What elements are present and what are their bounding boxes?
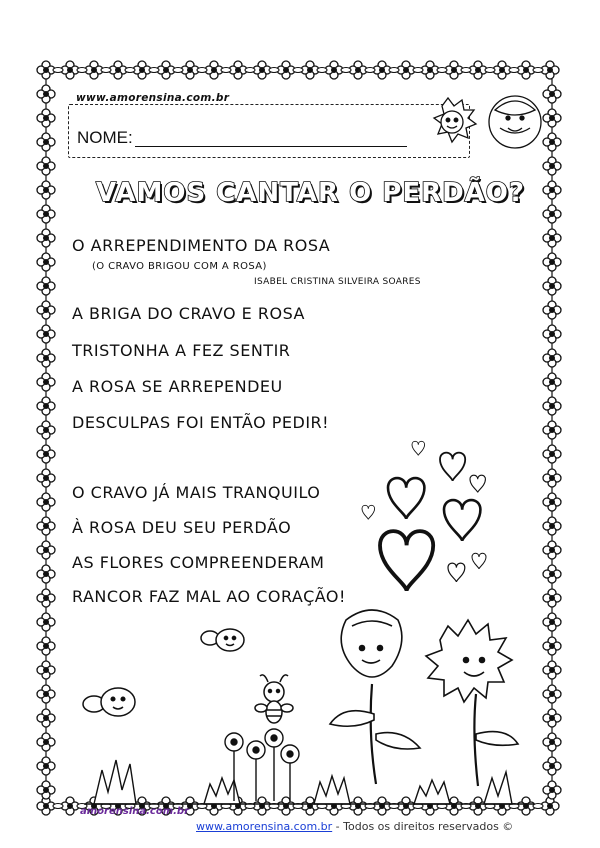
site-url-top: www.amorensina.com.br <box>76 92 230 104</box>
carnation-rose-icon <box>420 88 550 160</box>
footer-separator: - <box>332 820 344 833</box>
poem-subtitle: (O CRAVO BRIGOU COM A ROSA) <box>92 261 267 272</box>
poem-title: O ARREPENDIMENTO DA ROSA <box>72 236 331 255</box>
logo-bottom: amorensina.com.br <box>80 806 190 817</box>
grass-icon <box>84 720 534 806</box>
footer-rights: Todos os direitos reservados © <box>343 820 514 833</box>
name-input-line[interactable] <box>135 146 407 147</box>
bee-icon <box>200 626 250 656</box>
verse-line: A BRIGA DO CRAVO E ROSA <box>72 304 305 323</box>
verse-line: DESCULPAS FOI ENTÃO PEDIR! <box>72 413 330 432</box>
verse-line: O CRAVO JÁ MAIS TRANQUILO <box>72 483 321 502</box>
poem-author: ISABEL CRISTINA SILVEIRA SOARES <box>254 277 421 287</box>
hearts-cluster-icon <box>352 436 502 606</box>
verse-line: AS FLORES COMPREENDERAM <box>72 553 325 572</box>
verse-line: TRISTONHA A FEZ SENTIR <box>72 341 291 360</box>
name-field-box <box>68 104 470 158</box>
butterfly-icon <box>82 682 142 722</box>
verse-line: A ROSA SE ARREPENDEU <box>72 377 283 396</box>
verse-line: À ROSA DEU SEU PERDÃO <box>72 518 292 537</box>
name-label: NOME: <box>77 128 133 147</box>
footer-link[interactable]: www.amorensina.com.br <box>196 820 333 833</box>
footer <box>196 820 513 833</box>
page-title: VAMOS CANTAR O PERDÃO? <box>96 178 525 208</box>
verse-line: RANCOR FAZ MAL AO CORAÇÃO! <box>72 587 346 606</box>
